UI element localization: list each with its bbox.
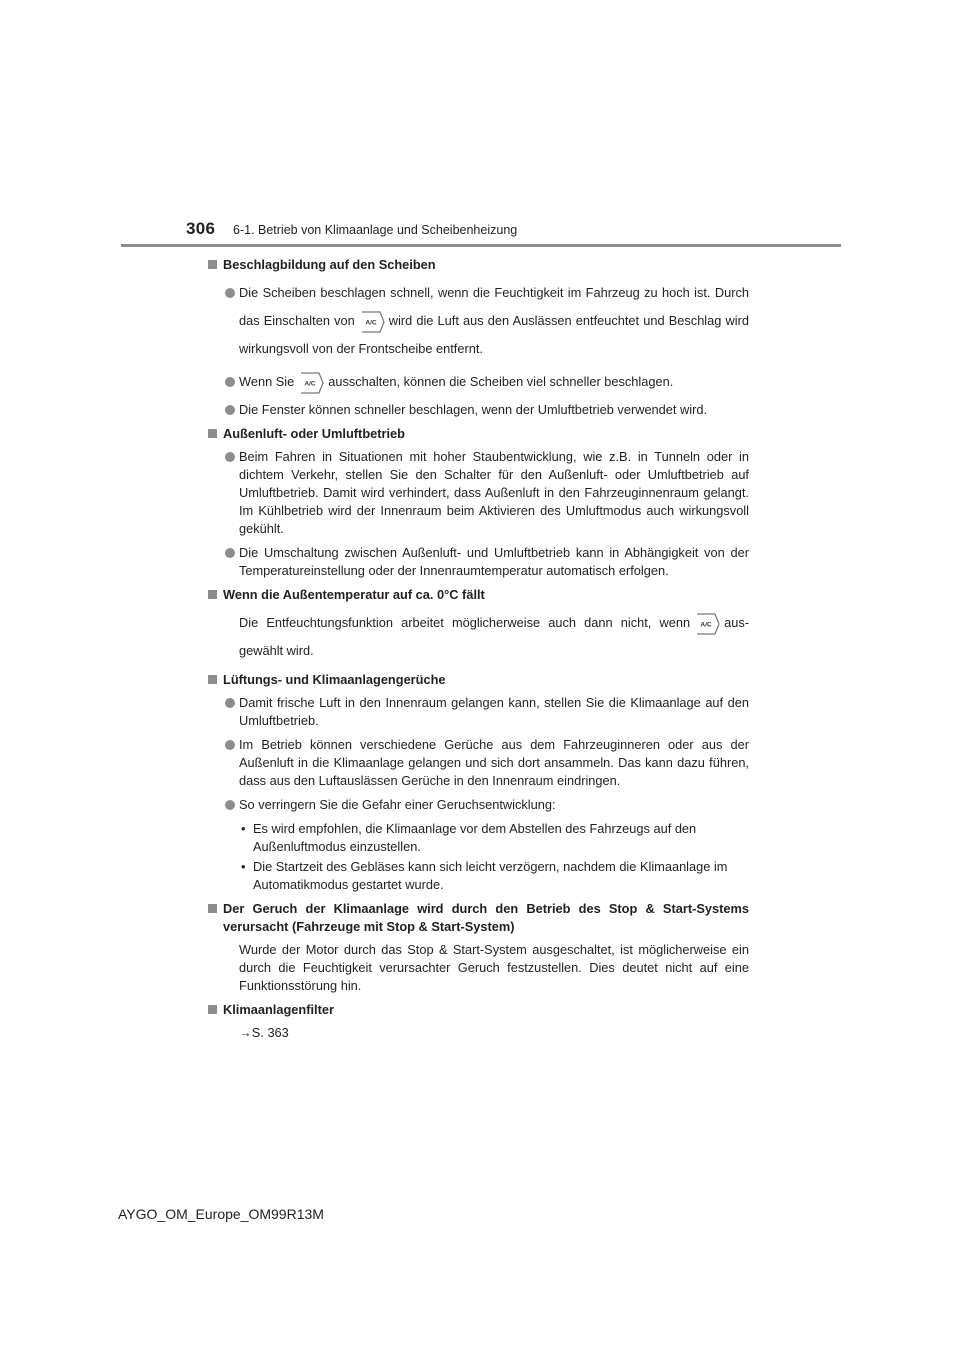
ac-button-icon <box>359 310 385 334</box>
list-item: Die Fenster können schneller beschlagen, wenn der Umluftbetrieb verwendet wird. <box>208 401 749 419</box>
bullet-icon <box>225 800 235 810</box>
header-divider <box>121 244 841 247</box>
ac-button-icon <box>298 371 324 395</box>
section-title: Wenn die Außentemperatur auf ca. 0°C fällt <box>208 586 749 604</box>
sub-bullet: • <box>241 859 246 874</box>
square-bullet-icon <box>208 1005 217 1014</box>
svg-text:A/C: A/C <box>700 621 712 629</box>
list-item: Beim Fahren in Situationen mit hoher Staubentwicklung, wie z.B. in Tunneln oder in dichtem Verkehr, stellen Sie den Schalter für den Außenluft- oder Umluftbetrieb auf Umluftbetrieb. Damit wird verhindert, dass Außenluft in den Fahrzeuginnenraum gelangt. Im Kühlbetrieb wird der Innenraum beim Aktivieren des Umluftmodus auch wirkungsvoll gekühlt. <box>208 448 749 538</box>
square-bullet-icon <box>208 590 217 599</box>
sub-bullet: • <box>241 821 246 836</box>
document-code: AYGO_OM_Europe_OM99R13M <box>118 1206 324 1222</box>
section-title: Außenluft- oder Umluftbetrieb <box>208 425 749 443</box>
page-number: 306 <box>186 219 216 238</box>
list-item: Die Umschaltung zwischen Außenluft- und Umluftbetrieb kann in Abhängigkeit von der Temperatureinstellung oder der Innenraumtemperatur automatisch erfolgen. <box>208 544 749 580</box>
sub-list-item: • Die Startzeit des Gebläses kann sich leicht verzögern, nachdem die Klimaanlage im Automatikmodus gestartet wurde. <box>241 859 728 892</box>
list-item: Wenn Sie A/C ausschalten, können die Scheiben viel schneller beschlagen. <box>208 369 749 395</box>
square-bullet-icon <box>208 260 217 269</box>
bullet-icon <box>225 698 235 708</box>
square-bullet-icon <box>208 675 217 684</box>
content <box>208 256 749 1048</box>
section-title: Klimaanlagenfilter <box>208 1001 749 1019</box>
section-air-recirculation <box>208 425 749 580</box>
page-reference-link[interactable]: →S. 363 <box>239 1025 289 1040</box>
bullet-icon <box>225 377 235 387</box>
section-odors <box>208 671 749 894</box>
list-item: Die Scheiben beschlagen schnell, wenn die Feuchtigkeit im Fahrzeug zu hoch ist. Durch das Einschalten von A/C wird die Luft aus den Auslässen entfeuchtet und Beschlag wird wirkungsvoll von der Frontscheibe entfernt. <box>208 279 749 363</box>
list-item: Im Betrieb können verschiedene Gerüche aus dem Fahrzeuginneren oder aus der Außenluft in die Klimaanlage gelangen und sich dort ansammeln. Das kann dazu führen, dass aus den Luftauslässen Gerüche in den Innenraum eindringen. <box>208 736 749 790</box>
section-title: Beschlagbildung auf den Scheiben <box>208 256 749 274</box>
bullet-icon <box>225 452 235 462</box>
list-item: So verringern Sie die Gefahr einer Geruchsentwicklung: <box>208 796 749 814</box>
section-low-temperature <box>208 586 749 665</box>
bullet-icon <box>225 740 235 750</box>
bullet-icon <box>225 548 235 558</box>
section-fogging <box>208 256 749 419</box>
section-title: Lüftungs- und Klimaanlagengerüche <box>208 671 749 689</box>
ac-button-icon <box>694 612 720 636</box>
paragraph: Die Entfeuchtungsfunktion arbeitet möglicherweise auch dann nicht, wenn A/C aus-gewählt wird. <box>208 609 749 665</box>
list-item: Damit frische Luft in den Innenraum gelangen kann, stellen Sie die Klimaanlage auf den Umluftbetrieb. <box>208 694 749 730</box>
square-bullet-icon <box>208 429 217 438</box>
bullet-icon <box>225 288 235 298</box>
svg-text:A/C: A/C <box>365 319 377 327</box>
section-title: Der Geruch der Klimaanlage wird durch den Betrieb des Stop & Start-Systems verursacht (Fahrzeuge mit Stop & Start-System) <box>208 900 749 936</box>
section-filter <box>208 1001 749 1042</box>
chapter-title: 6-1. Betrieb von Klimaanlage und Scheibenheizung <box>233 223 518 237</box>
section-stop-start-odor <box>208 900 749 995</box>
bullet-icon <box>225 405 235 415</box>
paragraph: Wurde der Motor durch das Stop & Start-System ausgeschaltet, ist möglicherweise ein durch die Feuchtigkeit verursachter Geruch festzustellen. Dies deutet nicht auf eine Funktionsstörung hin. <box>239 942 749 993</box>
sub-list-item: • Es wird empfohlen, die Klimaanlage vor dem Abstellen des Fahrzeugs auf den Außenluftmodus einzustellen. <box>241 821 697 854</box>
svg-text:A/C: A/C <box>304 380 316 388</box>
square-bullet-icon <box>208 904 217 913</box>
